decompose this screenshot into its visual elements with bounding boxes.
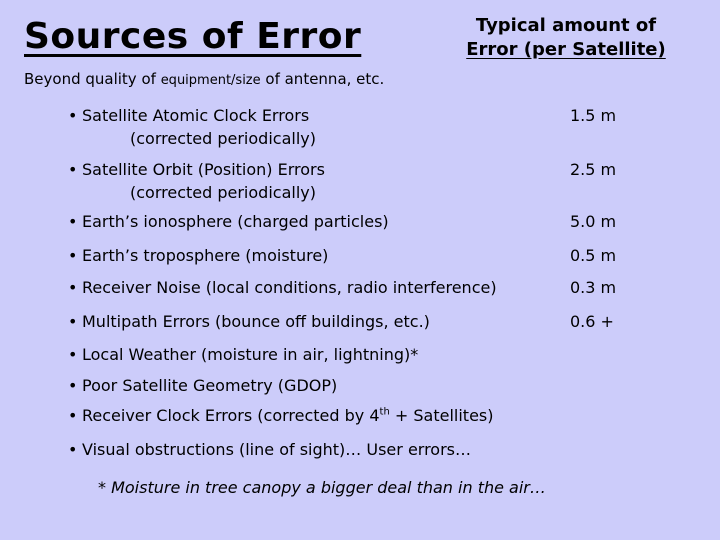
item-label: Local Weather (moisture in air, lightning)* bbox=[82, 345, 419, 364]
subtitle-part2: of antenna, etc. bbox=[260, 70, 385, 88]
bullet: • bbox=[68, 106, 78, 125]
subtitle-part1: Beyond quality of bbox=[24, 70, 161, 88]
bullet: • bbox=[68, 212, 78, 231]
item-value: 5.0 m bbox=[570, 212, 617, 231]
item-label-sup: th bbox=[379, 406, 390, 418]
item-label-before: Receiver Clock Errors (corrected by 4 bbox=[82, 406, 380, 425]
item-value: 0.3 m bbox=[570, 278, 617, 297]
item-label-after: + Satellites) bbox=[389, 406, 494, 425]
subtitle-small: equipment/size bbox=[160, 73, 261, 88]
bullet: • bbox=[68, 345, 78, 364]
bullet: • bbox=[68, 160, 78, 179]
column-header bbox=[446, 14, 686, 62]
item-value: 0.5 m bbox=[570, 246, 617, 265]
item-value: 0.6 + bbox=[570, 312, 614, 331]
footnote: * Moisture in tree canopy a bigger deal than in the air… bbox=[98, 478, 546, 497]
bullet: • bbox=[68, 312, 78, 331]
bullet: • bbox=[68, 406, 78, 425]
page-title: Sources of Error bbox=[24, 16, 362, 57]
item-label: Receiver Noise (local conditions, radio interference) bbox=[82, 278, 497, 297]
item-label: Multipath Errors (bounce off buildings, etc.) bbox=[82, 312, 430, 331]
item-label: Visual obstructions (line of sight)… User errors… bbox=[82, 440, 472, 459]
item-label bbox=[82, 404, 493, 427]
item-sub: (corrected periodically) bbox=[130, 129, 316, 148]
item-value: 2.5 m bbox=[570, 160, 617, 179]
item-label: Poor Satellite Geometry (GDOP) bbox=[82, 376, 338, 395]
column-header-line1: Typical amount of bbox=[475, 15, 657, 36]
column-header-line2: Error (per Satellite) bbox=[466, 39, 666, 60]
bullet: • bbox=[68, 246, 78, 265]
item-label: Satellite Orbit (Position) Errors bbox=[82, 160, 325, 179]
item-value: 1.5 m bbox=[570, 106, 617, 125]
item-label: Earth’s ionosphere (charged particles) bbox=[82, 212, 389, 231]
item-sub: (corrected periodically) bbox=[130, 183, 316, 202]
item-label: Satellite Atomic Clock Errors bbox=[82, 106, 310, 125]
item-label: Earth’s troposphere (moisture) bbox=[82, 246, 329, 265]
bullet: • bbox=[68, 278, 78, 297]
bullet: • bbox=[68, 376, 78, 395]
subtitle bbox=[24, 70, 384, 88]
bullet: • bbox=[68, 440, 78, 459]
